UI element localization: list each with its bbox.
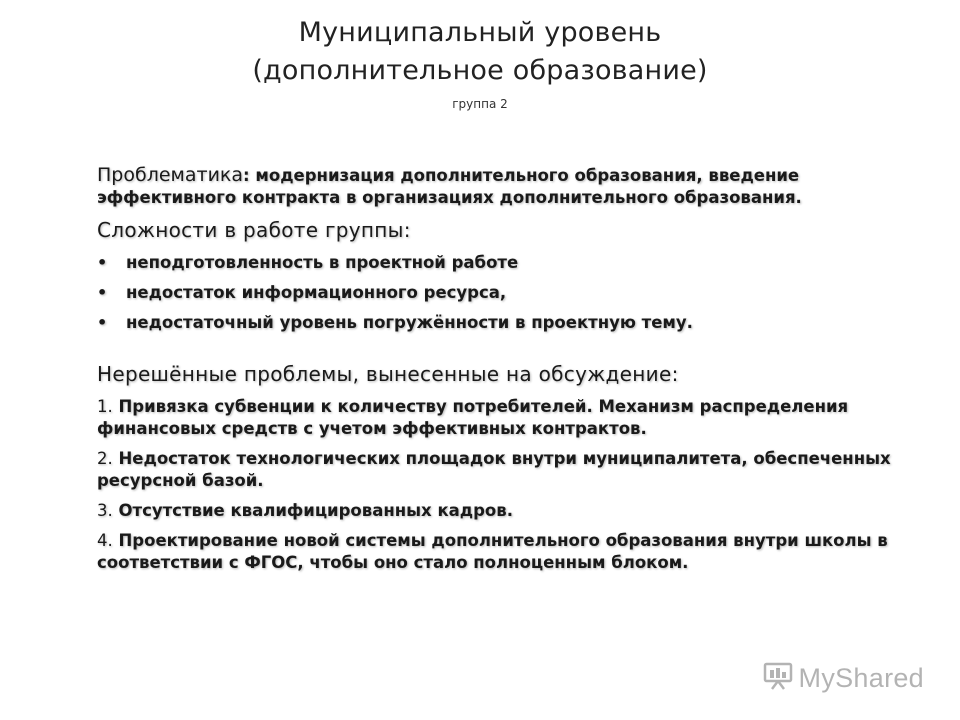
list-item-text: недостаточный уровень погружённости в проектную тему. (126, 313, 693, 332)
list-item (97, 312, 897, 334)
slide-title (0, 14, 960, 112)
presentation-board-icon (763, 662, 793, 694)
list-item (97, 252, 897, 274)
title-line-1: Муниципальный уровень (298, 17, 662, 48)
item-number: 4. (97, 531, 113, 550)
list-item (97, 282, 897, 304)
watermark-text: MyShared (798, 662, 924, 693)
unresolved-item-3 (97, 500, 897, 522)
slide-content (97, 164, 897, 582)
item-text: Привязка субвенции к количеству потребителей. Механизм распределения финансовых средств с учетом эффективных контрактов. (97, 397, 849, 438)
unresolved-item-1 (97, 396, 897, 440)
bullet-icon: • (97, 283, 108, 302)
problem-label: Проблематика (97, 164, 244, 186)
unresolved-item-2 (97, 448, 897, 492)
problem-text: : модернизация дополнительного образования, введение эффективного контракта в организациях дополнительного образования. (97, 166, 802, 207)
item-number: 1. (97, 397, 113, 416)
bullet-icon: • (97, 253, 108, 272)
list-item-text: неподготовленность в проектной работе (126, 253, 519, 272)
difficulties-list (97, 252, 897, 334)
unresolved-item-4 (97, 530, 897, 574)
item-text: Недостаток технологических площадок внутри муниципалитета, обеспеченных ресурсной базой. (97, 449, 891, 490)
item-number: 3. (97, 501, 113, 520)
item-text: Проектирование новой системы дополнительного образования внутри школы в соответствии с ФГОС, чтобы оно стало полноценным блоком. (97, 531, 888, 572)
difficulties-heading: Сложности в работе группы: (97, 218, 411, 242)
item-text: Отсутствие квалифицированных кадров. (112, 501, 513, 520)
myshared-watermark (763, 662, 924, 694)
list-item-text: недостаток информационного ресурса, (126, 283, 507, 302)
item-number: 2. (97, 449, 113, 468)
bullet-icon: • (97, 313, 108, 332)
title-line-2: (дополнительное образование) (252, 55, 708, 86)
unresolved-heading: Нерешённые проблемы, вынесенные на обсуждение: (97, 362, 679, 386)
title-subtitle: группа 2 (452, 97, 508, 111)
problem-paragraph (97, 164, 897, 209)
